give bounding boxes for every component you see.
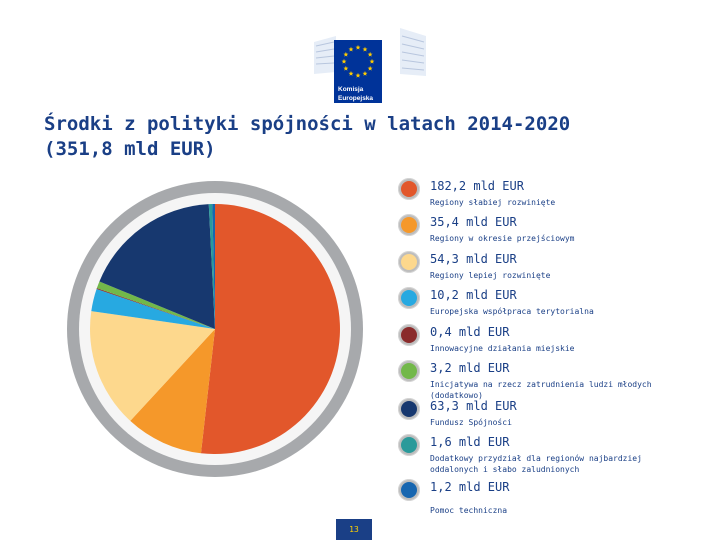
pie-chart xyxy=(0,160,400,500)
legend-description: Dodatkowy przydział dla regionów najbardziej oddalonych i słabo zaludnionych xyxy=(430,454,642,474)
legend-marker xyxy=(398,398,420,420)
legend-color-dot xyxy=(401,254,417,270)
legend-item xyxy=(398,287,698,327)
legend-marker xyxy=(398,214,420,236)
legend-value: 54,3 mld EUR xyxy=(430,252,517,266)
legend-value: 1,6 mld EUR xyxy=(430,435,510,449)
legend-marker xyxy=(398,479,420,501)
legend-description: Regiony w okresie przejściowym xyxy=(430,234,575,243)
legend-description: Regiony lepiej rozwinięte xyxy=(430,271,551,280)
legend-value: 3,2 mld EUR xyxy=(430,361,510,375)
legend-description: Fundusz Spójności xyxy=(430,418,512,427)
legend-marker xyxy=(398,324,420,346)
legend-marker xyxy=(398,434,420,456)
legend-marker xyxy=(398,251,420,273)
european-commission-logo xyxy=(304,12,434,104)
legend-description: Inicjatywa na rzecz zatrudnienia ludzi młodych (dodatkowo) xyxy=(430,380,652,400)
logo-text-line-2: Europejska xyxy=(338,95,374,102)
legend-description: Regiony słabiej rozwinięte xyxy=(430,198,556,207)
legend-value: 10,2 mld EUR xyxy=(430,288,517,302)
legend-description: Europejska współpraca terytorialna xyxy=(430,307,594,316)
legend-value: 1,2 mld EUR xyxy=(430,480,510,494)
legend-item xyxy=(398,360,698,400)
legend-marker xyxy=(398,178,420,200)
legend-color-dot xyxy=(401,217,417,233)
legend-color-dot xyxy=(401,290,417,306)
legend-value: 0,4 mld EUR xyxy=(430,325,510,339)
legend-color-dot xyxy=(401,363,417,379)
legend-item xyxy=(398,398,698,438)
legend-marker xyxy=(398,287,420,309)
legend-description: Pomoc techniczna xyxy=(430,506,508,515)
legend-value: 35,4 mld EUR xyxy=(430,215,517,229)
legend-color-dot xyxy=(401,401,417,417)
pie-slices xyxy=(90,204,340,454)
page-title-line-2: (351,8 mld EUR) xyxy=(44,138,216,160)
logo-text-line-1: Komisja xyxy=(338,86,364,93)
legend-marker xyxy=(398,360,420,382)
legend-description: Innowacyjne działania miejskie xyxy=(430,344,575,353)
legend-item xyxy=(398,178,698,218)
legend-value: 63,3 mld EUR xyxy=(430,399,517,413)
legend-item xyxy=(398,479,698,519)
legend-color-dot xyxy=(401,327,417,343)
legend-item xyxy=(398,251,698,291)
page-number: 13 xyxy=(336,519,372,540)
legend-item xyxy=(398,434,698,474)
legend-item xyxy=(398,214,698,254)
legend-color-dot xyxy=(401,482,417,498)
page-title-line-1: Środki z polityki spójności w latach 2014-2020 xyxy=(44,113,571,135)
legend-color-dot xyxy=(401,437,417,453)
legend-color-dot xyxy=(401,181,417,197)
legend-item xyxy=(398,324,698,364)
legend-value: 182,2 mld EUR xyxy=(430,179,524,193)
